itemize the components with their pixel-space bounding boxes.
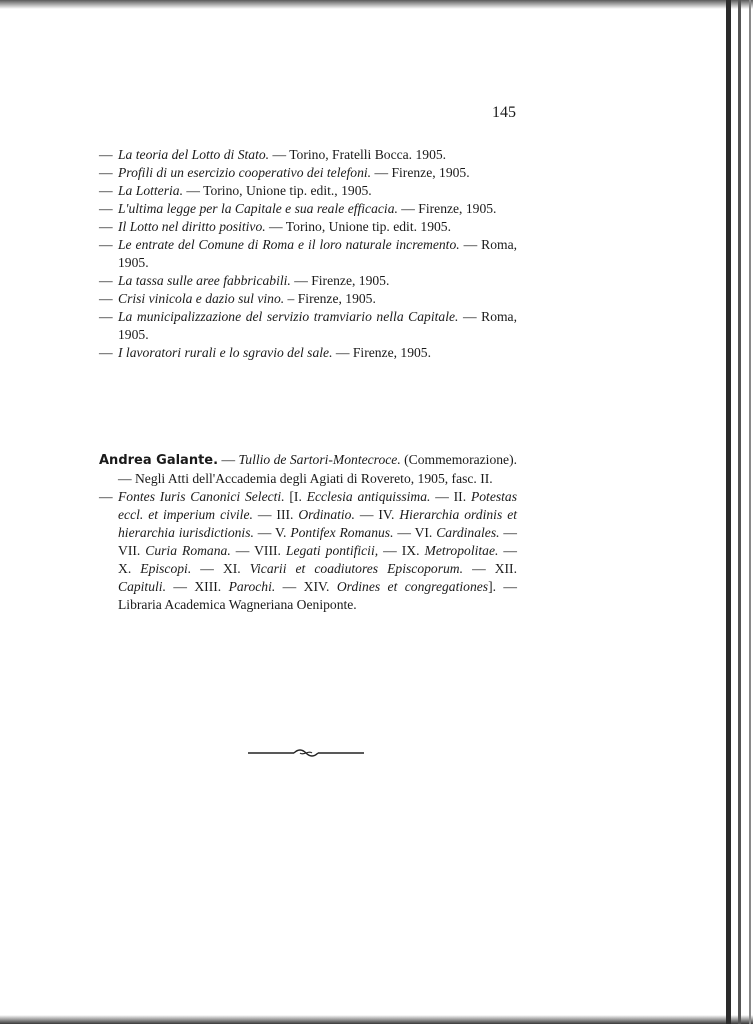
entry-title: I lavoratori rurali e lo sgravio del sale.: [118, 345, 333, 360]
bibliography-entry: — L'ultima legge per la Capitale e sua reale efficacia. — Firenze, 1905.: [99, 201, 497, 216]
entry-publication: — Firenze, 1905.: [332, 345, 432, 360]
entry-publication: – Firenze, 1905.: [284, 291, 376, 306]
bibliography-entry: — Crisi vinicola e dazio sul vino. – Firenze, 1905.: [99, 291, 376, 306]
entry-publication: — Torino, Unione tip. edit. 1905.: [265, 219, 451, 234]
entry-title: La teoria del Lotto di Stato.: [118, 147, 270, 162]
author-entry: Andrea Galante. — Tullio de Sartori-Montecroce. (Commemorazione). — Negli Atti dell'Accademia degli Agiati di Rovereto, 1905, fasc. II.: [99, 452, 518, 486]
page-number: 145: [492, 104, 516, 121]
bibliography-entry: — La municipalizzazione del servizio tramviario nella Capitale. — Roma, 1905.: [99, 309, 517, 342]
bibliography-entry: — La tassa sulle aree fabbricabili. — Firenze, 1905.: [99, 273, 390, 288]
entry-title: Il Lotto nel diritto positivo.: [118, 219, 266, 234]
ornamental-divider: [246, 746, 366, 760]
bibliography-entry: — Il Lotto nel diritto positivo. — Torino, Unione tip. edit. 1905.: [99, 219, 451, 234]
entry-publication: (Commemorazione). — Negli Atti dell'Accademia degli Agiati di Rovereto, 1905, fasc. II.: [118, 452, 518, 486]
entry-title: La tassa sulle aree fabbricabili.: [118, 273, 291, 288]
bibliography-entry: — Profili di un esercizio cooperativo dei telefoni. — Firenze, 1905.: [99, 165, 470, 180]
bibliography-entry: — La Lotteria. — Torino, Unione tip. edit., 1905.: [99, 183, 372, 198]
entry-publication: — Torino, Unione tip. edit., 1905.: [182, 183, 372, 198]
bibliography-entry: — I lavoratori rurali e lo sgravio del sale. — Firenze, 1905.: [99, 345, 432, 360]
page-bottom-edge: [0, 1015, 753, 1024]
bibliography-entry: — La teoria del Lotto di Stato. — Torino, Fratelli Bocca. 1905.: [99, 147, 447, 162]
entry-title: Fontes Iuris Canonici Selecti.: [118, 489, 285, 504]
entry-title: Tullio de Sartori-Montecroce.: [238, 452, 401, 467]
gutter-shadow: [738, 0, 741, 1024]
entry-title: Le entrate del Comune di Roma e il loro naturale incremento.: [118, 237, 460, 252]
author-name: Andrea Galante.: [99, 453, 219, 468]
bibliography-entry: — Le entrate del Comune di Roma e il loro naturale incremento. — Roma, 1905.: [99, 237, 517, 270]
entry-publication: — Firenze, 1905.: [290, 273, 390, 288]
gutter-shadow: [749, 0, 751, 1024]
gutter-shadow: [726, 0, 731, 1024]
entry-publication: — Torino, Fratelli Bocca. 1905.: [269, 147, 447, 162]
entry-title: La Lotteria.: [118, 183, 183, 198]
entry-publication: — Firenze, 1905.: [397, 201, 497, 216]
entry-title: La municipalizzazione del servizio tramviario nella Capitale.: [118, 309, 459, 324]
page-top-edge: [0, 0, 753, 9]
entry-title: L'ultima legge per la Capitale e sua reale efficacia.: [118, 201, 398, 216]
author-section: [99, 451, 517, 614]
bibliography-list: [99, 146, 517, 362]
entry-publication: — Firenze, 1905.: [371, 165, 470, 180]
binding-gutter: [706, 0, 753, 1024]
entry-publication: — Roma, 1905.: [118, 309, 517, 342]
entry-title: Profili di un esercizio cooperativo dei telefoni.: [118, 165, 372, 180]
bibliography-entry: — Fontes Iuris Canonici Selecti. [I. Ecclesia antiquissima. — II. Potestas eccl. et imperium civile. — III. Ordinatio. — IV. Hierarchia ordinis et hierarchia iurisdictionis. — V. Pontifex Romanus. — VI. Cardinales. — VII. Curia Romana. — VIII. Legati pontificii, — IX. Metropolitae. — X. Episcopi. — XI. Vicarii et coadiutores Episcoporum. — XII. Capituli. — XIII. Parochi. — XIV. Ordines et congregationes]. — Libraria Academica Wagneriana Oeniponte.: [99, 489, 518, 612]
entry-title: Crisi vinicola e dazio sul vino.: [118, 291, 285, 306]
entry-publication: — Roma, 1905.: [118, 237, 517, 270]
